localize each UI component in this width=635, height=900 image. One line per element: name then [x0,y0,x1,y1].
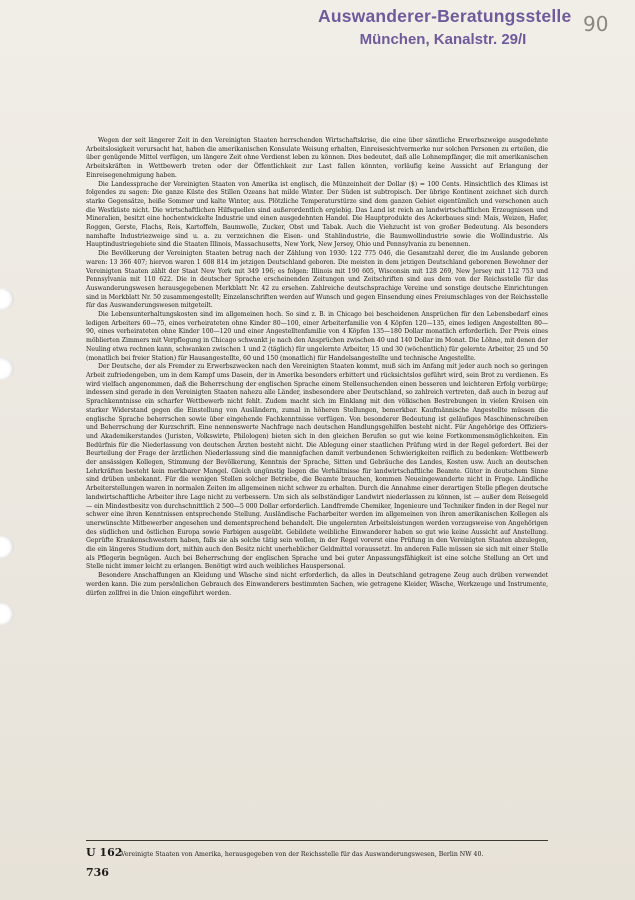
punch-hole [0,288,14,310]
punch-hole [0,536,14,558]
paragraph-country: Die Landessprache der Vereinigten Staaten von Amerika ist englisch, die Münzeinheit der Dollar ($) = 100 Cents. Hinsichtlich des Klimas ist folgendes zu sagen: Die ganze Küste des Stillen Ozeans hat milde Winter. Der Süden ist subtropisch. Der übrige Kontinent zeichnet sich durch starke Gegensätze, heiße Sommer und kalte Winter, aus. Plötzliche Temperaturstürze sind dem ganzen Gebiet eigentümlich und verschonen auch die Westküste nicht. Die wirtschaftlichen Hilfsquellen sind außerordentlich ergiebig. Das Land ist reich an landwirtschaftlichen Erzeugnissen und Mineralien, besitzt eine hochentwickelte Industrie und einen ausgedehnten Handel. Die Hauptprodukte des Ackerbaues sind: Mais, Weizen, Hafer, Roggen, Gerste, Flachs, Reis, Kartoffeln, Baumwolle, Zucker, Obst und Tabak. Auch die Viehzucht ist von großer Bedeutung. Als besonders namhafte Industriezweige sind u. a. zu verzeichnen die Eisen- und Stahlindustrie, die Baumwollindustrie sowie die Wollindustrie. Als Hauptindustriegebiete sind die Staaten Illinois, Massachusetts, New York, New Jersey, Ohio und Pennsylvania zu benennen. [86,180,548,249]
source-line: Vereinigte Staaten von Amerika, herausgegeben von der Reichsstelle für das Auswanderungswesen, Berlin NW 40. [121,851,484,858]
paragraph-belongings: Besondere Anschaffungen an Kleidung und Wäsche sind nicht erforderlich, da alles in Deutschland getragene Zeug auch drüben verwendet werden kann. Die zum persönlichen Gebrauch des Einwanderers bestimmten Sachen, wie getragene Kleider, Wäsche, Werkzeuge und Instrumente, dürfen zollfrei in die Union eingeführt werden. [86,572,548,597]
stamp-line-2: München, Kanalstr. 29/I [359,31,527,48]
print-number: 736 [86,866,109,879]
paragraph-population: Die Bevölkerung der Vereinigten Staaten betrug nach der Zählung von 1930: 122 775 046, die Gesamtzahl derer, die im Auslande geboren waren: 13 366 407; hiervon waren 1 608 814 im jetzigen Deutschland geboren. Die meisten in dem jetzigen Deutschland geborenen Bewohner der Vereinigten Staaten zählt der Staat New York mit 349 196; es folgen: Illinois mit 190 605, Wisconsin mit 128 269, New Jersey mit 112 753 und Pennsylvania mit 110 622. Die in deutscher Sprache erscheinenden Zeitungen und Zeitschriften sind aus dem von der Reichsstelle für das Auswanderungswesen herausgegebenen Merkblatt Nr. 42 zu ersehen. Zahlreiche deutschsprachige Vereine und sonstige deutsche Einrichtungen sind in Merkblatt Nr. 50 zusammengestellt; Einzelanschriften werden auf Wunsch und gegen Einsendung eines Freiumschlages von der Reichsstelle für das Auswanderungswesen mitgeteilt. [86,250,548,310]
paragraph-living-costs: Die Lebensunterhaltungskosten sind im allgemeinen hoch. So sind z. B. in Chicago bei bescheidenen Ansprüchen für den Lebensbedarf eines ledigen Arbeiters 60—75, eines verheirateten ohne Kinder 80—100, einer Arbeiterfamilie von 4 Köpfen 120—135, eines ledigen Angestellten 80—90, eines verheirateten ohne Kinder 100—120 und einer Angestelltenfamilie von 4 Köpfen 135—180 Dollar monatlich erforderlich. Der Preis eines möblierten Zimmers mit Verpflegung in Chicago schwankt je nach den Ansprüchen zwischen 40 und 140 Dollar im Monat. Die Löhne, mit denen der Neuling etwa rechnen kann, schwanken zwischen 1 und 2 (täglich) für ungelernte Arbeiter, 15 und 30 (wöchentlich) für gelernte Arbeiter, 25 und 50 (monatlich bei freier Station) für Hausangestellte, 60 und 150 (monatlich) für Handelsangestellte und technische Angestellte. [86,311,548,362]
punch-hole [0,603,14,625]
stamp-line-1: Auswanderer-Beratungsstelle [318,6,572,26]
paragraph-visa: Wegen der seit längerer Zeit in den Vereinigten Staaten herrschenden Wirtschaftskrise, die eine über sämtliche Erwerbszweige ausgedehnte Arbeitslosigkeit verursacht hat, haben die amerikanischen Konsulate Weisung erhalten, Einreisesichtvermerke nur solchen Personen zu erteilen, die über genügende Mittel verfügen, um längere Zeit ohne Verdienst leben zu können. Dies bedeutet, daß alle Lohnempfänger, die mit amerikanischen Arbeitskräften in Wettbewerb treten oder der Öffentlichkeit zur Last fallen könnten, vorläufig keine Aussicht auf Erlangung der Einreisegenehmigung haben. [86,137,548,179]
document-body [86,137,548,840]
form-code: U 162 [86,846,123,859]
paragraph-employment: Der Deutsche, der als Fremder zu Erwerbszwecken nach den Vereinigten Staaten kommt, muß sich im Anfang mit jeder auch noch so geringen Arbeit zufriedengeben, um in dem Kampf ums Dasein, der in Amerika besonders erbittert und rücksichtslos geführt wird, sein Brot zu verdienen. Es wird vielfach angenommen, daß die Beherrschung der englischen Sprache einem Stellensuchenden einen besseren und leichteren Erfolg verbürge; indessen sind gerade in den Vereinigten Staaten nahezu alle Länder, insbesondere aber Deutschland, so zahlreich vertreten, daß auch in bezug auf Sprachkenntnisse ein scharfer Wettbewerb nicht fehlt. Zudem macht sich im Einklang mit den völkischen Bestrebungen in vielen Kreisen ein starker Widerstand gegen die Einstellung von Ausländern, zumal in höheren Stellungen, bemerkbar. Kaufmännische Angestellte müssen die englische Sprache beherrschen sowie über eingehende Fachkenntnisse verfügen. Von besonderer Bedeutung ist geläufiges Maschinenschreiben und Beherrschung der Kurzschrift. Eine nennenswerte Nachfrage nach deutschen Handlungsgehilfen besteht nicht. Für Angehörige des Offiziers- und Akademikerstandes (Juristen, Volkswirte, Philologen) bieten sich in den gleichen Berufen so gut wie keine Fortkommensmöglichkeiten. Ein Bedürfnis für die Niederlassung von deutschen Ärzten besteht nicht. Die Ablegung einer staatlichen Prüfung wird in der Regel gefordert. Bei der Beurteilung der Frage der ärztlichen Niederlassung sind die mannigfachen damit verbundenen Schwierigkeiten reiflich zu bedenken: Wettbewerb der ansässigen Kollegen, Stimmung der Bevölkerung, Kenntnis der Sprache, Sitten und Gebräuche des Landes, Kosten usw. Auch an deutschen Lehrkräften besteht kein merkbarer Mangel. Gleich ungünstig liegen die Verhältnisse für landwirtschaftliche Beamte. Güter in deutschem Sinne sind drüben unbekannt. Für die wenigen Stellen solcher Betriebe, die Beamte brauchen, kommen Neueingewanderte nicht in Frage. Ländliche Arbeiterstellungen waren in normalen Zeiten im allgemeinen nicht schwer zu erhalten. Durch die Annahme einer derartigen Stelle pflegen deutsche landwirtschaftliche Arbeiter ihre Lage nicht zu verbessern. Um sich als selbständiger Landwirt niederlassen zu können, ist — außer dem Reisegeld — ein Mindestbesitz von durchschnittlich 2 500—5 000 Dollar erforderlich. Landfremde Chemiker, Ingenieure und Techniker finden in der Regel nur schwer eine ihren Kenntnissen entsprechende Stellung. Ausländische Facharbeiter werden im allgemeinen von ihren amerikanischen Kollegen als unerwünschte Mitbewerber angesehen und dementsprechend behandelt. Die ungelernten Arbeitsleistungen werden vorzugsweise von Angehörigen des südlichen und östlichen Europa sowie Farbigen ausgeübt. Gebildete weibliche Einwanderer haben so gut wie keine Aussicht auf Anstellung. Geprüfte Krankenschwestern haben, falls sie als solche tätig sein wollen, in der Regel vorerst eine Prüfung in den Vereinigten Staaten abzulegen, die ein längeres Studium dort, mithin auch den Besitz nicht unerheblicher Geldmittel voraussetzt. Im anderen Falle müssen sie sich mit einer Stelle als Pflegerin begnügen. Auch bei Beherrschung der englischen Sprache und bei guter Anpassungsfähigkeit ist eine solche Stellung an Ort und Stelle nicht immer leicht zu erlangen. Benötigt wird auch weibliches Hauspersonal. [86,363,548,571]
footer-rule [86,840,548,841]
punch-hole [0,358,14,380]
page-number-annotation: 90 [583,12,609,36]
agency-stamp [318,6,572,48]
